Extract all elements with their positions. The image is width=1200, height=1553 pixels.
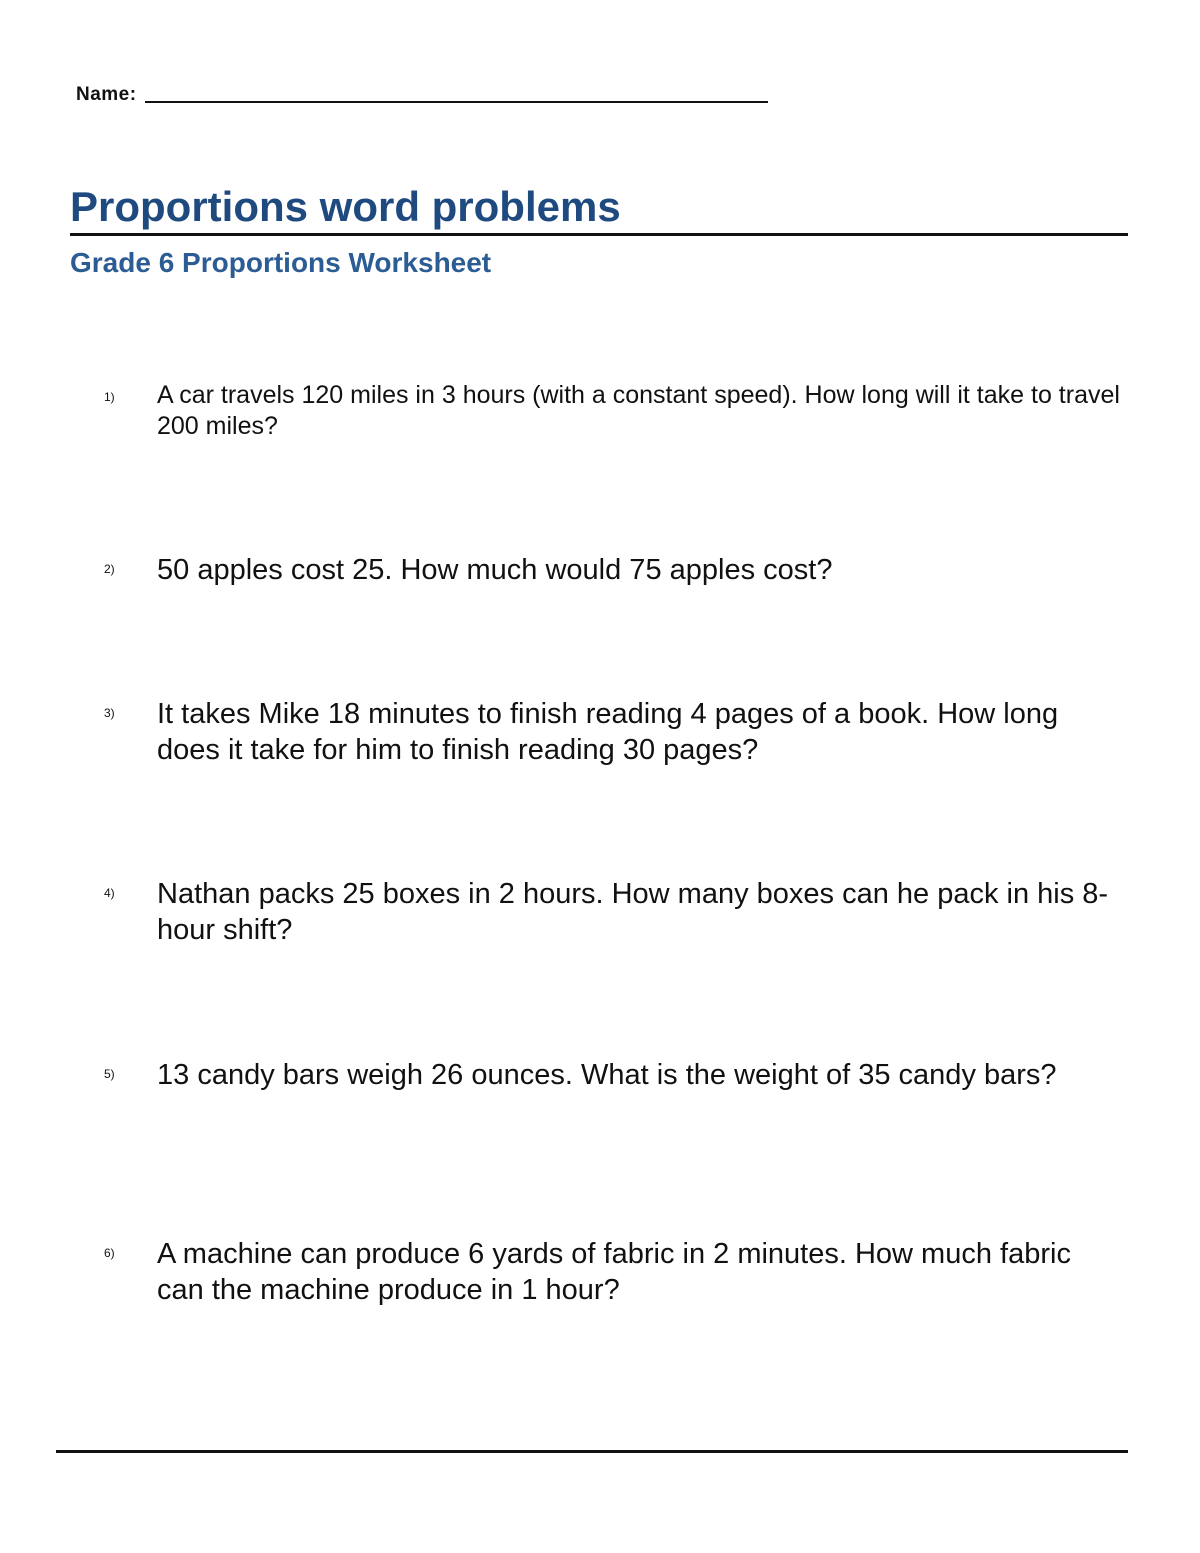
question-text: It takes Mike 18 minutes to finish reading 4 pages of a book. How long does it take for him to finish reading 30 pages? [157, 698, 1059, 766]
question-text: Nathan packs 25 boxes in 2 hours. How many boxes can he pack in his 8-hour shift? [157, 878, 1109, 946]
question-number: 3) [104, 706, 115, 720]
title-divider [70, 233, 1128, 236]
question-number: 2) [104, 562, 115, 576]
question-item [100, 552, 1120, 588]
question-item [100, 696, 1120, 768]
question-number: 5) [104, 1067, 115, 1081]
question-number: 4) [104, 886, 115, 900]
question-number: 1) [104, 390, 115, 404]
worksheet-subtitle: Grade 6 Proportions Worksheet [70, 247, 492, 278]
question-item [100, 380, 1120, 442]
question-item [100, 1236, 1120, 1308]
worksheet-title: Proportions word problems [70, 183, 621, 230]
name-field-row [76, 84, 768, 106]
footer-divider [56, 1450, 1128, 1453]
question-text: A car travels 120 miles in 3 hours (with a constant speed). How long will it take to travel 200 miles? [157, 381, 1120, 440]
question-item [100, 876, 1120, 948]
name-label: Name: [76, 84, 137, 105]
question-text: 13 candy bars weigh 26 ounces. What is the weight of 35 candy bars? [157, 1059, 1057, 1091]
question-item [100, 1057, 1120, 1093]
name-blank-line [145, 101, 768, 103]
question-text: 50 apples cost 25. How much would 75 apples cost? [157, 554, 833, 586]
question-text: A machine can produce 6 yards of fabric in 2 minutes. How much fabric can the machine produce in 1 hour? [157, 1238, 1071, 1306]
question-number: 6) [104, 1246, 115, 1260]
